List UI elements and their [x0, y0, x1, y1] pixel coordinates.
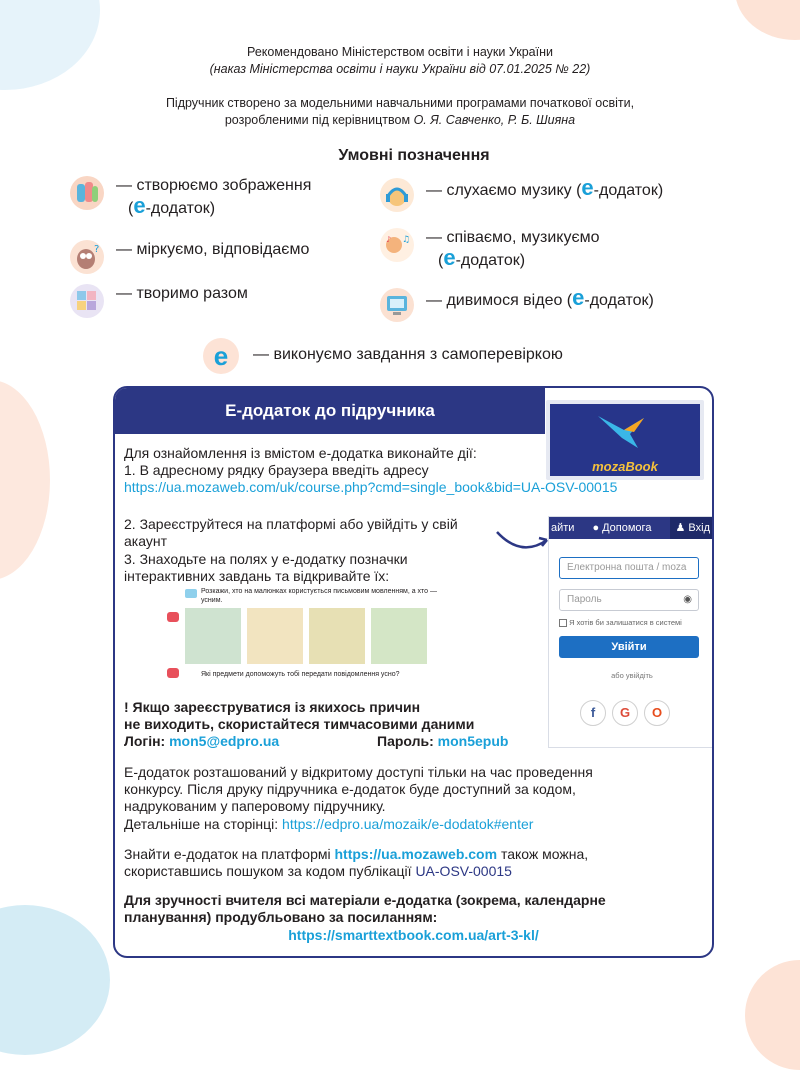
- legend-video: [380, 285, 654, 322]
- office-icon[interactable]: O: [644, 700, 670, 726]
- suffix: -додаток): [145, 200, 216, 217]
- step-3b: інтерактивних завдань та відкривайте їх:: [124, 568, 390, 584]
- find2-prefix: скориставшись пошуком за кодом публікації: [124, 863, 412, 879]
- step-3a: 3. Знаходьте на полях у е-додатку позначки: [124, 551, 408, 567]
- find-prefix: Знайти е-додаток на платформі: [124, 846, 331, 862]
- program-line: Підручник створено за модельними навчальними програмами початкової освіти,: [165, 96, 635, 110]
- find-suffix: також можна,: [500, 846, 589, 862]
- find-line-2: [124, 863, 512, 880]
- legend-together: [70, 284, 248, 318]
- mozaik-marker-icon[interactable]: [167, 668, 179, 678]
- suffix: -додаток): [455, 252, 526, 269]
- details-link[interactable]: https://edpro.ua/mozaik/e-dodatok#enter: [282, 816, 534, 832]
- remember-row[interactable]: [559, 618, 682, 627]
- nav-left-text[interactable]: айти: [551, 522, 575, 534]
- eye-icon[interactable]: ◉: [683, 594, 692, 605]
- legend-music-text: слухаємо музику (: [446, 182, 582, 199]
- headphones-icon: [380, 178, 414, 212]
- legend-create-text: створюємо зображення: [136, 177, 312, 194]
- legend-selfcheck-text: виконуємо завдання з самоперевіркою: [273, 346, 563, 363]
- password-credentials: [377, 733, 508, 750]
- illustration-girl-writing: [247, 608, 303, 664]
- illustration-boy-phone: [371, 608, 427, 664]
- login-submit-button[interactable]: Увійти: [559, 636, 699, 658]
- suffix: -додаток): [593, 182, 664, 199]
- legend-create-image: [70, 176, 311, 219]
- e-letter: e: [572, 285, 585, 310]
- login-credentials: [124, 733, 279, 750]
- login-label: Логін:: [124, 733, 166, 749]
- mozabook-logo[interactable]: [546, 400, 704, 480]
- paren: (: [438, 252, 444, 269]
- decree-line: (наказ Міністерства освіти і науки України від 07.01.2025 № 22): [209, 62, 591, 76]
- decor-blob-top-right: [735, 0, 800, 40]
- e-letter: e: [443, 245, 456, 270]
- remember-checkbox[interactable]: [559, 619, 567, 627]
- puzzle-icon: [70, 284, 104, 318]
- dash: —: [116, 285, 132, 302]
- dash: —: [116, 177, 132, 194]
- authors-names: О. Я. Савченко, Р. Б. Шияна: [413, 113, 576, 127]
- svg-text:♫: ♫: [402, 235, 411, 245]
- singing-icon: [380, 228, 414, 262]
- details-prefix: Детальніше на сторінці:: [124, 816, 279, 832]
- tv-icon: [380, 288, 414, 322]
- e-letter: e: [133, 193, 146, 218]
- sample-textbook-page: [165, 586, 440, 692]
- smarttextbook-link[interactable]: https://smarttextbook.com.ua/art-3-kl/: [288, 927, 539, 943]
- step-2b: акаунт: [124, 533, 167, 549]
- illustration-letter: [309, 608, 365, 664]
- legend-sing-text: співаємо, музикуємо: [446, 229, 600, 246]
- teacher-line-2: планування) продубльовано за посиланням:: [124, 909, 438, 925]
- dash: —: [426, 292, 442, 309]
- access-line-3: надрукованим у паперовому підручнику.: [124, 798, 386, 814]
- login-value: mon5@edpro.ua: [169, 733, 280, 749]
- course-url-link[interactable]: https://ua.mozaweb.com/uk/course.php?cmd=single_book&bid=UA-OSV-00015: [124, 479, 618, 495]
- dash: —: [426, 229, 442, 246]
- publication-code: UA-OSV-00015: [415, 863, 512, 879]
- bird-icon: [594, 408, 654, 452]
- dash: —: [253, 346, 269, 363]
- warning-line-2: не виходить, скористайтеся тимчасовими даними: [124, 716, 475, 732]
- legend-title: Умовні позначення: [338, 147, 490, 164]
- legend-together-text: творимо разом: [136, 285, 248, 302]
- decor-blob-left-mid: [0, 380, 50, 580]
- email-field[interactable]: Електронна пошта / moza: [559, 557, 699, 579]
- owl-icon: [70, 240, 104, 274]
- remember-label: Я хотів би залишатися в системі: [569, 618, 682, 627]
- teacher-line-1: Для зручності вчителя всі матеріали е-додатка (зокрема, календарне: [124, 892, 606, 908]
- sample-task-2: Які предмети допоможуть тобі передати повідомлення усно?: [201, 671, 400, 678]
- e-letter: e: [581, 175, 594, 200]
- illustration-children: [185, 608, 241, 664]
- find-line-1: [124, 846, 588, 863]
- or-login-text: або увійдіть: [611, 671, 653, 680]
- nav-enter-tab[interactable]: [670, 517, 714, 539]
- password-placeholder: Пароль: [567, 594, 602, 605]
- mozaik-marker-icon[interactable]: [167, 612, 179, 622]
- paren: (: [128, 200, 134, 217]
- nav-enter: Вхід: [688, 522, 710, 534]
- svg-text:♪: ♪: [386, 235, 392, 244]
- legend-think-text: міркуємо, відповідаємо: [136, 241, 310, 258]
- authors-line: [0, 112, 800, 129]
- step-2a: 2. Зареєструйтеся на платформі або увійдіть у свій: [124, 516, 458, 532]
- e-circle-icon: [203, 338, 239, 374]
- suffix: -додаток): [584, 292, 654, 309]
- step-1: 1. В адресному рядку браузера введіть адресу: [124, 462, 429, 478]
- warning-line-1: ! Якщо зареєструватися із якихось причин: [124, 699, 421, 715]
- google-icon[interactable]: G: [612, 700, 638, 726]
- facebook-icon[interactable]: f: [580, 700, 606, 726]
- nav-help[interactable]: Допомога: [602, 522, 652, 534]
- edodatok-panel: [113, 386, 714, 958]
- intro-text: Для ознайомлення із вмістом е-додатка виконайте дії:: [124, 445, 477, 461]
- access-line-2: конкурсу. Після друку підручника е-додаток буде доступний за кодом,: [124, 781, 576, 797]
- legend-think: [70, 240, 309, 274]
- decor-blob-bottom-right: [745, 960, 800, 1070]
- curved-arrow-icon: [495, 526, 555, 556]
- login-form-screenshot: [548, 516, 714, 748]
- legend-selfcheck: [203, 338, 563, 374]
- mozabook-logo-text: mozaBook: [592, 459, 658, 474]
- dash: —: [426, 182, 442, 199]
- help-icon: ●: [592, 522, 600, 534]
- login-nav-bar: [549, 517, 714, 539]
- legend-video-text: дивимося відео (: [446, 292, 573, 309]
- legend-music: [380, 175, 664, 212]
- user-icon: ♟: [675, 522, 686, 534]
- authors-prefix: розробленими під керівництвом: [224, 113, 411, 127]
- svg-text:?: ?: [94, 244, 100, 255]
- access-line-1: Е-додаток розташований у відкритому доступі тільки на час проведення: [124, 764, 593, 780]
- paint-faces-icon: [70, 176, 104, 210]
- legend-sing: [380, 228, 600, 271]
- decor-blob-bottom-left: [0, 905, 110, 1055]
- edodatok-heading: Е-додаток до підручника: [115, 388, 545, 434]
- approval-line: Рекомендовано Міністерством освіти і науки України: [247, 45, 553, 59]
- password-value: mon5epub: [437, 733, 509, 749]
- password-field[interactable]: [559, 589, 699, 611]
- sample-tv-icon: [185, 589, 197, 598]
- password-label: Пароль:: [377, 733, 434, 749]
- e-letter: e: [213, 341, 229, 371]
- dash: —: [116, 241, 132, 258]
- sample-task-1: Розкажи, хто на малюнках користується письмовим мовленням, а хто — усним.: [201, 588, 437, 604]
- details-line: [124, 816, 533, 833]
- mozaweb-link[interactable]: https://ua.mozaweb.com: [334, 846, 498, 862]
